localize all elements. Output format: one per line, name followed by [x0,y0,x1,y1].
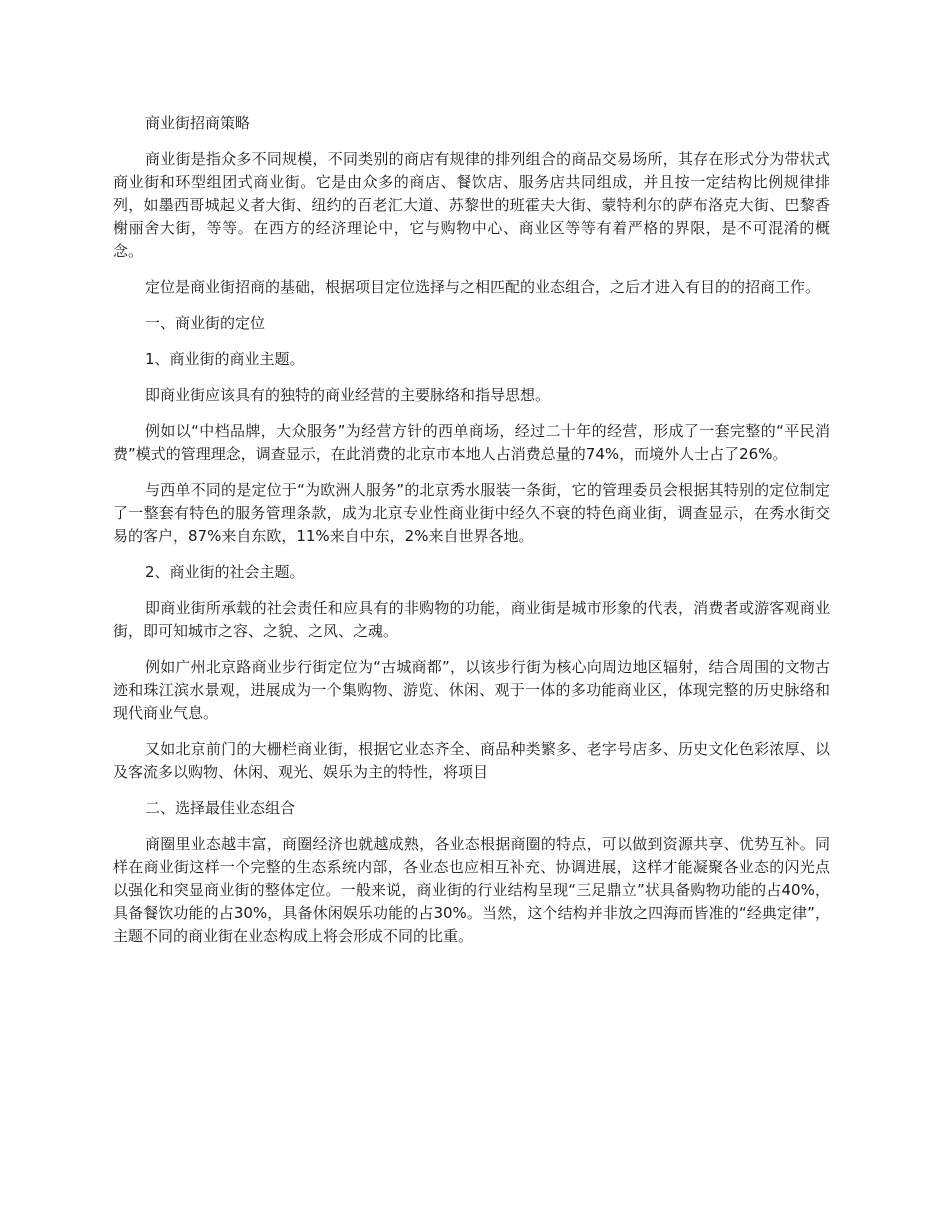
section-heading-positioning: 一、商业街的定位 [145,314,266,332]
paragraph-xidan-example: 例如以“中档品牌，大众服务”为经营方针的西单商场，经过二十年的经营，形成了一套完整的“平民消费”模式的管理理念，调查显示，在此消费的北京市本地人占消费总量的74%，而境外人士占了26%。 [113,422,830,463]
subheading-social-theme: 2、商业街的社会主题。 [145,563,305,581]
document-title: 商业街招商策略 [145,114,251,132]
paragraph-commercial-theme-definition: 即商业街应该具有的独特的商业经营的主要脉络和指导思想。 [145,386,551,404]
paragraph-guangzhou-example: 例如广州北京路商业步行街定位为“古城商都”，以该步行街为核心向周边地区辐射，结合周围的文物古迹和珠江滨水景观，进展成为一个集购物、游览、休闲、观于一体的多功能商业区，体现完整的历史脉络和现代商业气息。 [113,658,830,722]
section-heading-business-mix: 二、选择最佳业态组合 [145,799,296,817]
subheading-commercial-theme: 1、商业街的商业主题。 [145,350,305,368]
paragraph-business-mix: 商圈里业态越丰富，商圈经济也就越成熟，各业态根据商圈的特点，可以做到资源共享、优势互补。同样在商业街这样一个完整的生态系统内部，各业态也应相互补充、协调进展，这样才能凝聚各业态的闪光点以强化和突显商业街的整体定位。一般来说，商业街的行业结构呈现“三足鼎立”状具备购物功能的占40%，具备餐饮功能的占30%，具备休闲娱乐功能的占30%。当然，这个结构并非放之四海而皆准的“经典定律”，主题不同的商业街在业态构成上将会形成不同的比重。 [113,835,830,945]
paragraph-definition: 商业街是指众多不同规模，不同类别的商店有规律的排列组合的商品交易场所，其存在形式分为带状式商业街和环型组团式商业街。它是由众多的商店、餐饮店、服务店共同组成，并且按一定结构比例规律排列，如墨西哥城起义者大街、纽约的百老汇大道、苏黎世的班霍夫大街、蒙特利尔的萨布洛克大街、巴黎香榭丽舍大街，等等。在西方的经济理论中，它与购物中心、商业区等等有着严格的界限，是不可混淆的概念。 [113,150,830,260]
paragraph-dashilan-example: 又如北京前门的大栅栏商业街，根据它业态齐全、商品种类繁多、老字号店多、历史文化色彩浓厚、以及客流多以购物、休闲、观光、娱乐为主的特性，将项目 [113,740,830,781]
paragraph-xiushui-example: 与西单不同的是定位于“为欧洲人服务”的北京秀水服装一条街，它的管理委员会根据其特别的定位制定了一整套有特色的服务管理条款，成为北京专业性商业街中经久不衰的特色商业街，调查显示，在秀水街交易的客户，87%来自东欧，11%来自中东，2%来自世界各地。 [113,481,830,545]
paragraph-social-theme-definition: 即商业街所承载的社会责任和应具有的非购物的功能，商业街是城市形象的代表，消费者或游客观商业街，即可知城市之容、之貌、之风、之魂。 [113,599,830,640]
paragraph-positioning-basis: 定位是商业街招商的基础，根据项目定位选择与之相匹配的业态组合，之后才进入有目的的招商工作。 [145,278,821,296]
